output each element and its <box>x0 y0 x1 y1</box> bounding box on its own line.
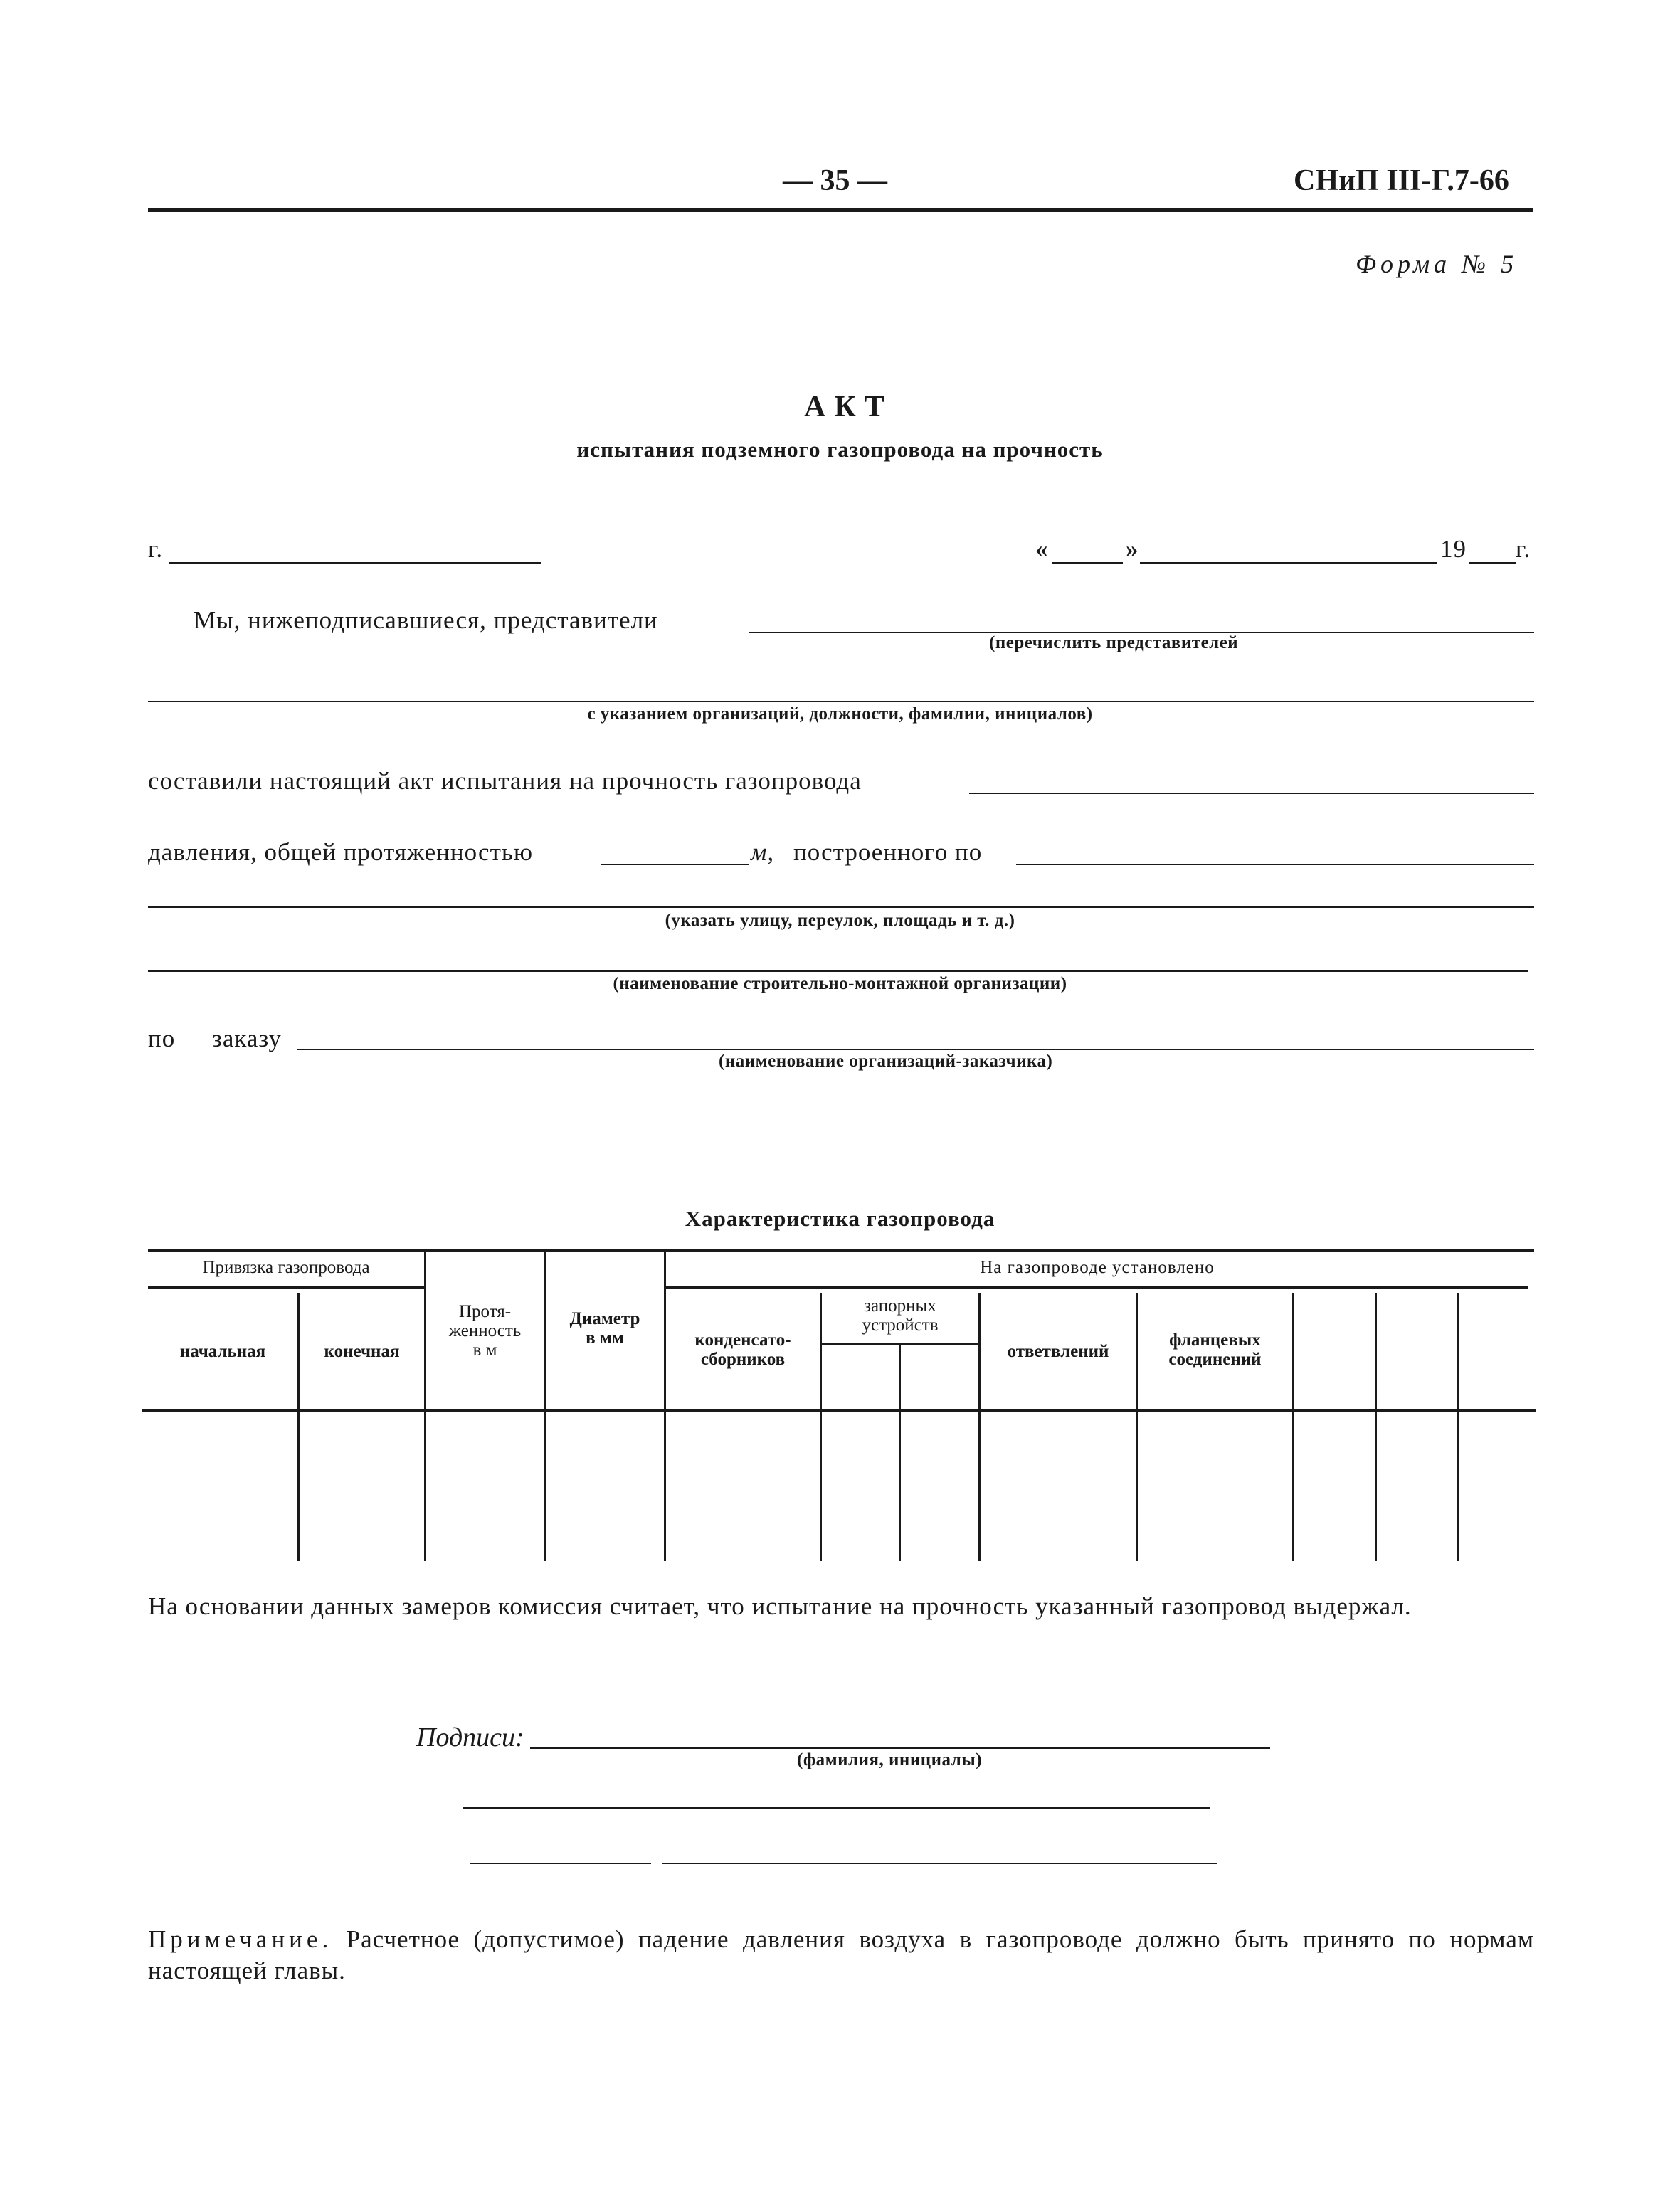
document-code: СНиП III-Г.7-66 <box>1294 164 1509 197</box>
header-end: конечная <box>324 1342 400 1361</box>
page-number: — 35 — <box>783 164 887 197</box>
header-length: Протя- женность в м <box>448 1302 522 1360</box>
table-col-divider <box>297 1293 300 1561</box>
table-col-divider <box>664 1252 666 1561</box>
table-title: Характеристика газопровода <box>685 1206 995 1231</box>
act-statement: составили настоящий акт испытания на прочность газопровода <box>148 767 862 795</box>
signature-line-3b[interactable] <box>662 1863 1217 1864</box>
year-prefix: 19 <box>1440 535 1467 563</box>
table-col-divider <box>544 1252 546 1561</box>
note <box>148 1924 1534 1986</box>
signature-line-2[interactable] <box>463 1807 1210 1809</box>
table-header-bottom <box>142 1409 1536 1412</box>
length-unit: м, <box>751 838 775 866</box>
header-flanges: фланцевых соединений <box>1168 1330 1262 1369</box>
caption-organizations: с указанием организаций, должности, фамилии, инициалов) <box>587 704 1093 724</box>
caption-signature: (фамилия, инициалы) <box>797 1750 983 1769</box>
caption-contractor: (наименование строительно-монтажной организации) <box>613 974 1067 993</box>
caption-representatives: (перечислить представителей <box>989 633 1239 652</box>
header-condensate: конденсато- сборников <box>694 1330 791 1369</box>
header-pipeline-binding: Привязка газопровода <box>202 1258 370 1277</box>
table-col-divider <box>1457 1293 1459 1561</box>
table-col-divider <box>899 1345 901 1561</box>
header-branches: ответвлений <box>1007 1342 1109 1361</box>
note-text: Расчетное (допустимое) падение давления воздуха в газопроводе должно быть принято по нормам настоящей главы. <box>148 1925 1535 1984</box>
conclusion-text: На основании данных замеров комиссия считает, что испытание на прочность указанный газопровод выдержал. <box>148 1592 1412 1620</box>
order-label-b: заказу <box>212 1025 282 1052</box>
table-group-divider-left <box>148 1286 424 1289</box>
act-subtitle: испытания подземного газопровода на прочность <box>576 437 1104 462</box>
signature-line-3a[interactable] <box>470 1863 651 1864</box>
header-installed: На газопроводе установлено <box>980 1258 1215 1277</box>
city-prefix: г. <box>148 535 164 563</box>
table-col-divider <box>978 1293 981 1561</box>
act-title: АКТ <box>804 391 893 423</box>
caption-location: (указать улицу, переулок, площадь и т. д.) <box>665 911 1015 930</box>
caption-customer: (наименование организаций-заказчика) <box>719 1052 1053 1071</box>
table-top-border <box>148 1249 1534 1252</box>
header-shutoff: запорных устройств <box>862 1296 939 1335</box>
order-label-a: по <box>148 1025 176 1052</box>
table-group-divider-right <box>665 1286 1528 1289</box>
table-col-divider <box>424 1252 426 1561</box>
header-start: начальная <box>179 1342 266 1361</box>
form-label: Форма № 5 <box>1356 250 1518 278</box>
signatures-label: Подписи: <box>416 1723 524 1752</box>
note-label: Примечание. <box>148 1925 333 1953</box>
pressure-line-b: построенного по <box>793 838 983 866</box>
pressure-line-a: давления, общей протяженностью <box>148 838 533 866</box>
header-diameter: Диаметр в мм <box>569 1309 640 1348</box>
quote-open: « <box>1035 535 1049 563</box>
table-col-divider <box>1292 1293 1294 1561</box>
representatives-line: Мы, нижеподписавшиеся, представители <box>194 606 658 634</box>
signature-line-1[interactable] <box>530 1747 1270 1749</box>
table-col-divider <box>1375 1293 1377 1561</box>
quote-close: » <box>1126 535 1139 563</box>
year-suffix: г. <box>1516 535 1531 563</box>
